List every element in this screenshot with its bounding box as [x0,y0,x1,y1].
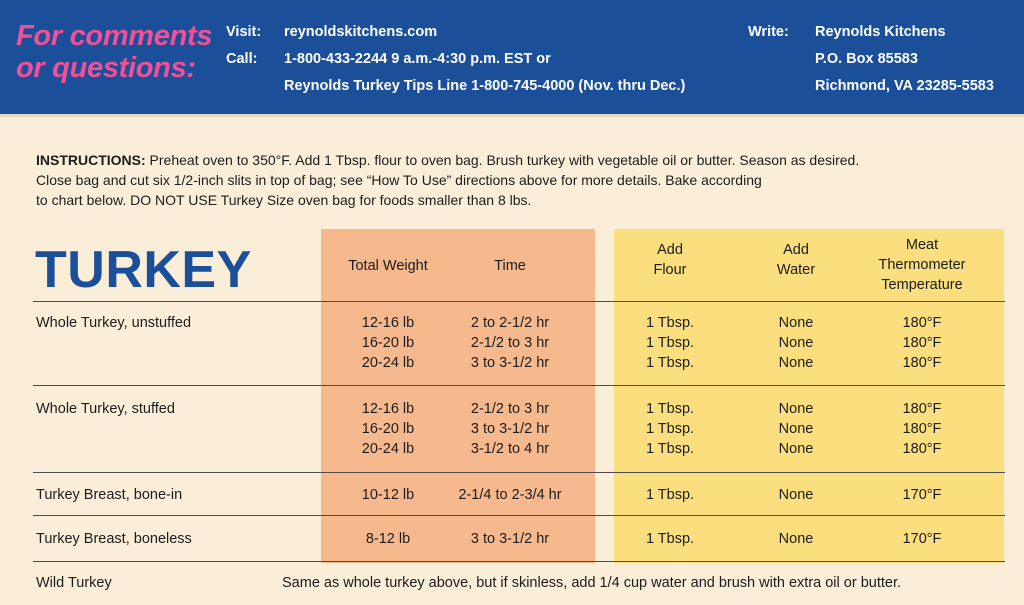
weight-cell: 10-12 lb [361,487,415,503]
instructions-line-2: Close bag and cut six 1/2-inch slits in top of bag; see “How To Use” directions above for more details. Bake according [36,172,762,188]
table-rule [33,561,1005,562]
row-name-breast-boneless: Turkey Breast, boneless [36,531,192,547]
phone-line-2: Reynolds Turkey Tips Line 1-800-745-4000 (Nov. thru Dec.) [284,78,686,94]
table-rule [33,385,1005,386]
temperature-cell: 170°F [902,531,942,547]
weight-time-column-bg [321,229,595,563]
table-rule [33,301,1005,302]
water-cell: None None None [778,315,814,371]
weight-cell: 8-12 lb [365,531,411,547]
flour-cell: 1 Tbsp. [645,487,695,503]
header-add-flour: Add Flour [653,242,687,278]
flour-cell: 1 Tbsp. 1 Tbsp. 1 Tbsp. [645,401,695,457]
time-cell: 2-1/4 to 2-3/4 hr [458,487,562,503]
time-cell: 2-1/2 to 3 hr 3 to 3-1/2 hr 3-1/2 to 4 hr [470,401,550,457]
time-cell: 2 to 2-1/2 hr 2-1/2 to 3 hr 3 to 3-1/2 hr [470,315,550,371]
temperature-cell: 170°F [902,487,942,503]
weight-cell: 12-16 lb 16-20 lb 20-24 lb [361,315,415,371]
wild-turkey-note: Same as whole turkey above, but if skinless, add 1/4 cup water and brush with extra oil or butter. [282,575,901,591]
address-line-1: Reynolds Kitchens [815,24,946,40]
flour-cell: 1 Tbsp. 1 Tbsp. 1 Tbsp. [645,315,695,371]
call-label: Call: [226,51,258,67]
row-name-wild-turkey: Wild Turkey [36,575,112,591]
temperature-cell: 180°F 180°F 180°F [902,315,942,371]
water-cell: None [778,487,814,503]
row-name-breast-bone-in: Turkey Breast, bone-in [36,487,183,503]
address-line-3: Richmond, VA 23285-5583 [815,78,994,94]
table-title: TURKEY [35,241,252,299]
header-add-water: Add Water [776,242,816,278]
visit-label: Visit: [226,24,262,40]
address-line-2: P.O. Box 85583 [815,51,918,67]
comments-heading: For comments or questions: [16,20,213,84]
header-time: Time [494,258,526,274]
row-name-whole-stuffed: Whole Turkey, stuffed [36,401,175,417]
header-total-weight: Total Weight [348,258,428,274]
row-name-whole-unstuffed: Whole Turkey, unstuffed [36,315,192,331]
instructions-line-3: to chart below. DO NOT USE Turkey Size oven bag for foods smaller than 8 lbs. [36,192,532,208]
phone-line-1: 1-800-433-2244 9 a.m.-4:30 p.m. EST or [284,51,551,67]
table-rule [33,472,1005,473]
time-cell: 3 to 3-1/2 hr [470,531,550,547]
website-link[interactable]: reynoldskitchens.com [284,24,438,40]
instructions-block [36,150,1006,210]
write-label: Write: [748,24,789,40]
instructions-label: INSTRUCTIONS: [36,152,146,168]
water-cell: None [778,531,814,547]
water-cell: None None None [778,401,814,457]
flour-cell: 1 Tbsp. [645,531,695,547]
weight-cell: 12-16 lb 16-20 lb 20-24 lb [361,401,415,457]
header-meat-temperature: Meat Thermometer Temperature [878,237,966,293]
table-rule [33,515,1005,516]
temperature-cell: 180°F 180°F 180°F [902,401,942,457]
instructions-line-1: Preheat oven to 350°F. Add 1 Tbsp. flour to oven bag. Brush turkey with vegetable oil or butter. Season as desired. [145,152,860,168]
contact-header [0,0,1024,117]
